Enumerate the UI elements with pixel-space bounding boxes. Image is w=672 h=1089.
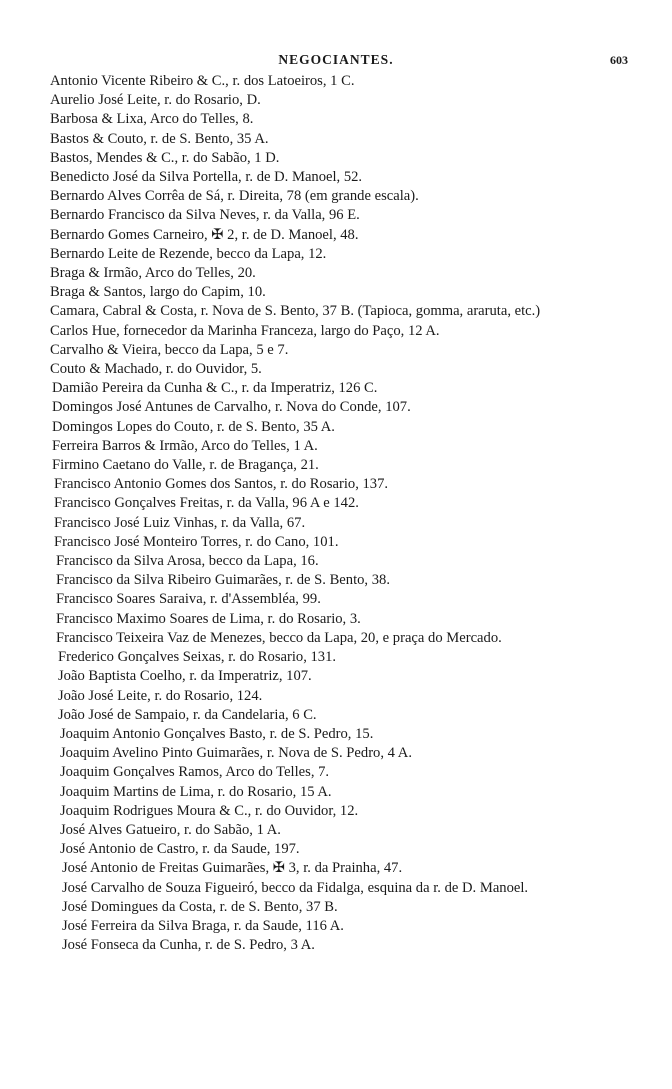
list-item: Domingos Lopes do Couto, r. de S. Bento, 35 A. (52, 418, 335, 435)
list-item: Bernardo Alves Corrêa de Sá, r. Direita, 78 (em grande escala). (50, 188, 419, 205)
list-item: Francisco Gonçalves Freitas, r. da Valla, 96 A e 142. (54, 495, 359, 512)
list-item: João José Leite, r. do Rosario, 124. (58, 687, 263, 704)
list-item: Bernardo Leite de Rezende, becco da Lapa, 12. (50, 245, 327, 262)
list-item: Joaquim Gonçalves Ramos, Arco do Telles, 7. (60, 764, 330, 781)
list-item: Firmino Caetano do Valle, r. de Bragança, 21. (52, 457, 319, 474)
list-item: José Ferreira da Silva Braga, r. da Saude, 116 A. (62, 917, 344, 934)
list-item: Braga & Irmão, Arco do Telles, 20. (50, 265, 256, 282)
list-item: Domingos José Antunes de Carvalho, r. Nova do Conde, 107. (52, 399, 411, 416)
list-item: Bastos & Couto, r. de S. Bento, 35 A. (50, 130, 269, 147)
list-item: Joaquim Martins de Lima, r. do Rosario, 15 A. (60, 783, 332, 800)
list-item: Camara, Cabral & Costa, r. Nova de S. Bento, 37 B. (Tapioca, gomma, araruta, etc.) (50, 303, 541, 320)
list-item: Francisco José Monteiro Torres, r. do Cano, 101. (54, 533, 339, 550)
merchant-list (50, 72, 650, 955)
list-item: Benedicto José da Silva Portella, r. de D. Manoel, 52. (50, 169, 363, 186)
list-item: Damião Pereira da Cunha & C., r. da Imperatriz, 126 C. (52, 380, 378, 397)
list-item: Joaquim Avelino Pinto Guimarães, r. Nova de S. Pedro, 4 A. (60, 745, 412, 762)
list-item: Francisco da Silva Arosa, becco da Lapa, 16. (56, 553, 319, 570)
list-item: Antonio Vicente Ribeiro & C., r. dos Latoeiros, 1 C. (50, 73, 355, 89)
list-item: José Fonseca da Cunha, r. de S. Pedro, 3 A. (62, 937, 315, 954)
list-item: Frederico Gonçalves Seixas, r. do Rosario, 131. (58, 649, 337, 666)
list-item: Couto & Machado, r. do Ouvidor, 5. (50, 361, 262, 378)
list-item: José Carvalho de Souza Figueiró, becco da Fidalga, esquina da r. de D. Manoel. (62, 879, 529, 896)
list-item: João Baptista Coelho, r. da Imperatriz, 107. (58, 668, 312, 685)
list-item: Braga & Santos, largo do Capim, 10. (50, 284, 266, 301)
list-item: Aurelio José Leite, r. do Rosario, D. (50, 92, 261, 109)
page-number: 603 (610, 53, 628, 67)
list-item: Francisco da Silva Ribeiro Guimarães, r. de S. Bento, 38. (56, 572, 390, 589)
list-item: Barbosa & Lixa, Arco do Telles, 8. (50, 111, 254, 128)
running-head: NEGOCIANTES. (278, 52, 394, 67)
list-item: Bastos, Mendes & C., r. do Sabão, 1 D. (50, 149, 280, 166)
page-header (0, 52, 672, 72)
list-item: João José de Sampaio, r. da Candelaria, 6 C. (58, 706, 317, 723)
list-item: Joaquim Rodrigues Moura & C., r. do Ouvidor, 12. (60, 802, 359, 819)
list-item: Francisco Teixeira Vaz de Menezes, becco da Lapa, 20, e praça do Mercado. (56, 629, 502, 646)
list-item: Francisco Antonio Gomes dos Santos, r. do Rosario, 137. (54, 476, 389, 493)
list-item: Bernardo Gomes Carneiro, ✠ 2, r. de D. Manoel, 48. (50, 226, 359, 243)
list-item: Joaquim Antonio Gonçalves Basto, r. de S. Pedro, 15. (60, 725, 374, 742)
list-item: Ferreira Barros & Irmão, Arco do Telles, 1 A. (52, 437, 318, 454)
list-item: Bernardo Francisco da Silva Neves, r. da Valla, 96 E. (50, 207, 360, 224)
list-item: Francisco Soares Saraiva, r. d'Assembléa, 99. (56, 591, 321, 608)
list-item: Francisco José Luiz Vinhas, r. da Valla, 67. (54, 514, 306, 531)
list-item: Carlos Hue, fornecedor da Marinha Franceza, largo do Paço, 12 A. (50, 322, 440, 339)
list-item: José Domingues da Costa, r. de S. Bento, 37 B. (62, 898, 338, 915)
list-item: José Antonio de Freitas Guimarães, ✠ 3, r. da Prainha, 47. (62, 860, 403, 877)
list-item: Francisco Maximo Soares de Lima, r. do Rosario, 3. (56, 610, 361, 627)
list-item: Carvalho & Vieira, becco da Lapa, 5 e 7. (50, 341, 289, 358)
list-item: José Antonio de Castro, r. da Saude, 197. (60, 841, 300, 858)
list-item: José Alves Gatueiro, r. do Sabão, 1 A. (60, 821, 281, 838)
